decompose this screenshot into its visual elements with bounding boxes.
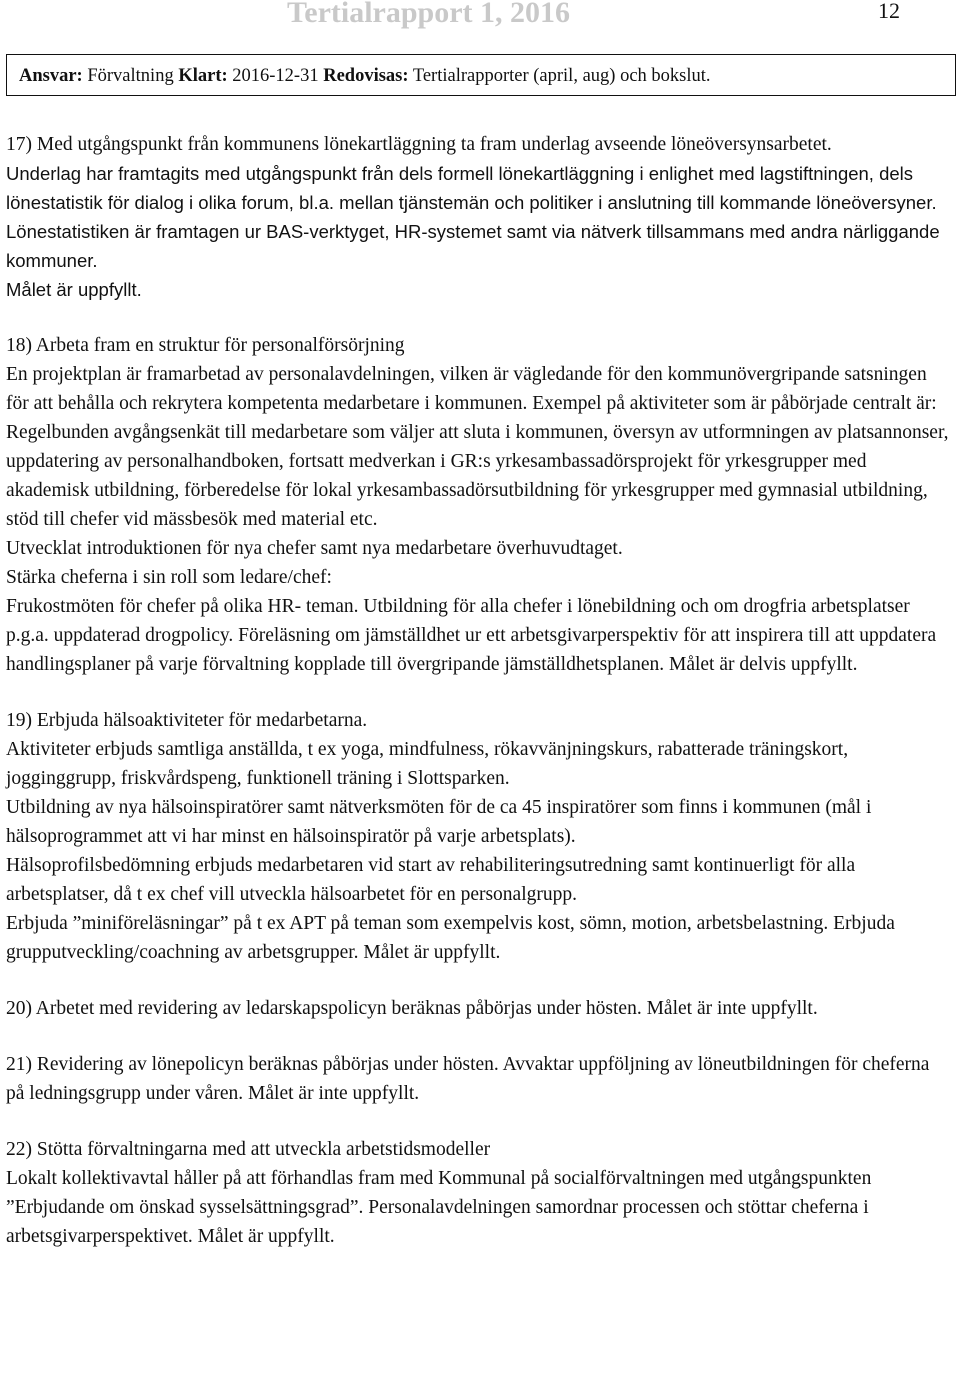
- responsibility-box: [6, 54, 956, 96]
- section-21-text: 21) Revidering av lönepolicyn beräknas påbörjas under hösten. Avvaktar uppföljning av löneutbildningen för cheferna på ledningsgrupp under våren. Målet är inte uppfyllt.: [6, 1054, 930, 1104]
- section-19-paragraph: Erbjuda ”miniföreläsningar” på t ex APT på teman som exempelvis kost, sömn, motion, arbetsbelastning. Erbjuda grupputveckling/coachning av arbetsgrupper. Målet är uppfyllt.: [6, 913, 895, 963]
- section-18-paragraph: En projektplan är framarbetad av personalavdelningen, vilken är vägledande för den kommunövergripande satsningen för att behålla och rekrytera kompetenta medarbetare i kommunen. Exempel på aktiviteter som är påbörjade centralt är:: [6, 364, 937, 414]
- section-22-heading: 22) Stötta förvaltningarna med att utveckla arbetstidsmodeller: [6, 1139, 491, 1160]
- section-17: [6, 130, 951, 304]
- section-18-paragraph: Stärka cheferna i sin roll som ledare/chef:: [6, 567, 332, 588]
- ansvar-label: Ansvar:: [19, 66, 83, 86]
- section-21: [6, 1050, 951, 1108]
- section-18: [6, 331, 951, 679]
- klart-label: Klart:: [178, 66, 228, 86]
- report-content: [6, 130, 951, 1251]
- klart-value: 2016-12-31: [232, 66, 319, 86]
- section-19-heading: 19) Erbjuda hälsoaktiviteter för medarbetarna.: [6, 710, 368, 731]
- section-18-paragraph: Frukostmöten för chefer på olika HR- teman. Utbildning för alla chefer i lönebildning och om drogfria arbetsplatser p.g.a. uppdaterad drogpolicy. Föreläsning om jämställdhet ur ett arbetsgivarperspektiv för att inspirera till att uppdatera handlingsplaner på varje förvaltning kopplade till övergripande jämställdhetsplanen. Målet är delvis uppfyllt.: [6, 596, 937, 675]
- section-17-status: Målet är uppfyllt.: [6, 279, 142, 300]
- section-18-heading: 18) Arbeta fram en struktur för personalförsörjning: [6, 335, 405, 356]
- section-17-heading: 17) Med utgångspunkt från kommunens lönekartläggning ta fram underlag avseende löneöversynsarbetet.: [6, 134, 832, 155]
- section-17-body: Underlag har framtagits med utgångspunkt från dels formell lönekartläggning i enlighet med lagstiftningen, dels lönestatistik för dialog i olika forum, bl.a. mellan tjänstemän och politiker i anslutning till kommande löneöversyner. Lönestatistiken är framtagen ur BAS-verktyget, HR-systemet samt via nätverk tillsammans med andra närliggande kommuner.: [6, 163, 940, 271]
- redovisas-label: Redovisas:: [323, 66, 409, 86]
- page-number: 12: [878, 0, 900, 23]
- page-header-title: Tertialrapport 1, 2016: [287, 0, 571, 29]
- section-19-paragraph: Utbildning av nya hälsoinspiratörer samt nätverksmöten för de ca 45 inspiratörer som finns i kommunen (mål i hälsoprogrammet att vi har minst en hälsoinspiratör på varje arbetsplats).: [6, 797, 872, 847]
- section-22: [6, 1135, 951, 1251]
- section-20-text: 20) Arbetet med revidering av ledarskapspolicyn beräknas påbörjas under hösten. Målet är inte uppfyllt.: [6, 998, 818, 1019]
- section-19-paragraph: Hälsoprofilsbedömning erbjuds medarbetaren vid start av rehabiliteringsutredning samt kontinuerligt för alla arbetsplatser, då t ex chef vill utveckla hälsoarbetet för en personalgrupp.: [6, 855, 856, 905]
- ansvar-value: Förvaltning: [87, 66, 174, 86]
- section-20: [6, 994, 951, 1023]
- section-19: [6, 706, 951, 967]
- section-18-paragraph: Utvecklat introduktionen för nya chefer samt nya medarbetare överhuvudtaget.: [6, 538, 623, 559]
- section-18-paragraph: Regelbunden avgångsenkät till medarbetare som väljer att sluta i kommunen, översyn av utformningen av platsannonser, uppdatering av personalhandboken, fortsatt medverkan i GR:s yrkesambassadörsprojekt för yrkesgrupper med akademisk utbildning, förberedelse för lokal yrkesambassadörsutbildning för yrkesgrupper med gymnasial utbildning, stöd till chefer vid mässbesök med material etc.: [6, 422, 949, 530]
- section-19-paragraph: Aktiviteter erbjuds samtliga anställda, t ex yoga, mindfulness, rökavvänjningskurs, rabatterade träningskort, jogginggrupp, friskvårdspeng, funktionell träning i Slottsparken.: [6, 739, 849, 789]
- redovisas-value: Tertialrapporter (april, aug) och bokslut.: [412, 66, 711, 86]
- section-22-body: Lokalt kollektivavtal håller på att förhandlas fram med Kommunal på socialförvaltningen med utgångspunkten ”Erbjudande om önskad sysselsättningsgrad”. Personalavdelningen samordnar processen och stöttar cheferna i arbetsgivarperspektivet. Målet är uppfyllt.: [6, 1168, 872, 1247]
